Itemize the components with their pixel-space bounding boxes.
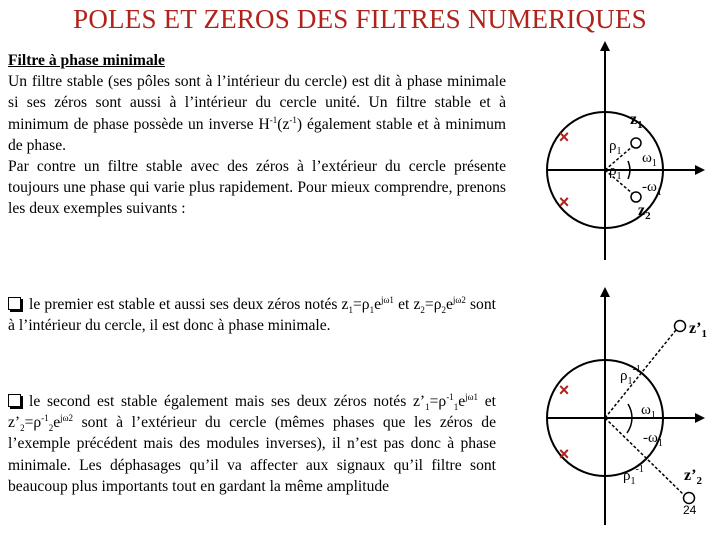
superscript: -1 — [289, 114, 297, 125]
label-rho: ρ — [609, 163, 617, 179]
text-fragment: et z — [393, 296, 421, 313]
text-line: Par contre un filtre stable avec des zéros à l’extérieur du cercle présente toujours une phase qui varie plus rapidement. Pour mieux comprendre, prenons les deux exemples suivants : — [8, 158, 506, 218]
svg-text:z’2 — [684, 467, 702, 487]
unit-circle-diagram-1 — [547, 46, 700, 260]
text-line: ) également stable et à minimum de phase. — [8, 115, 507, 154]
page-number: 24 — [683, 503, 697, 517]
label-z2-prime: z’ — [684, 467, 697, 484]
text-fragment: =ρ — [24, 414, 42, 432]
label-sup: -1 — [635, 464, 644, 475]
superscript: -1 — [269, 114, 278, 125]
slide-title: POLES ET ZEROS DES FILTRES NUMERIQUES — [73, 4, 647, 34]
svg-text:z’1 — [689, 320, 707, 340]
text-fragment: =ρ — [352, 296, 370, 313]
label-omega: ω — [641, 402, 651, 418]
angle-arc — [628, 161, 630, 170]
label-sub: 1 — [630, 476, 636, 487]
text-fragment: le premier est stable et aussi ses deux zéros notés z — [29, 296, 349, 313]
pole-marker: × — [558, 127, 570, 147]
pole-marker: × — [558, 380, 570, 400]
label-sub: 1 — [651, 158, 657, 169]
svg-text:-ω1 — [643, 430, 663, 449]
label-z1-prime: z’ — [689, 320, 702, 337]
zero-marker — [684, 493, 695, 504]
svg-text:ω1 — [642, 150, 657, 169]
svg-text:z1 — [630, 111, 643, 131]
angle-arc — [628, 170, 630, 179]
subscript: 2 — [420, 305, 425, 316]
text-fragment: le second est stable également mais ses deux zéros notés z’ — [29, 393, 426, 410]
text-line: (z — [277, 115, 290, 133]
svg-text:ρ1 — [609, 163, 622, 182]
superscript: jω2 — [60, 413, 74, 424]
superscript: jω1 — [380, 294, 394, 305]
superscript: jω1 — [465, 391, 479, 402]
section-heading: Filtre à phase minimale — [8, 52, 165, 69]
subscript: 1 — [369, 305, 375, 316]
label-z1: z — [630, 111, 638, 128]
subscript: 1 — [425, 402, 430, 413]
text-fragment: e — [53, 414, 61, 432]
label-sub: 2 — [696, 475, 702, 487]
subscript: 1 — [348, 305, 353, 316]
label-rho: ρ — [609, 138, 617, 154]
text-fragment: e — [374, 296, 381, 313]
text-fragment: e — [445, 296, 453, 313]
label-omega: -ω — [643, 430, 658, 446]
angle-arc — [627, 418, 632, 433]
label-sub: 1 — [657, 438, 663, 449]
text-fragment: e — [458, 393, 466, 410]
zero-marker — [631, 192, 641, 202]
subscript: 2 — [48, 423, 54, 434]
subscript: 2 — [20, 423, 25, 434]
label-sub: 2 — [645, 210, 651, 222]
label-sub: 1 — [650, 410, 656, 421]
label-sub: 1 — [656, 187, 662, 198]
svg-text:ρ1 — [609, 138, 622, 157]
label-sub: 1 — [616, 171, 622, 182]
text-line: Un filtre stable (ses pôles sont à l’intérieur du cercle) est dit à phase minimale si ses zéros sont aussi à l’intérieur du cercle unité. Un filtre stable et à minimum de phase possède un inverse H — [8, 73, 506, 133]
text-fragment: et z’ — [8, 393, 497, 432]
svg-text:-ω1 — [642, 179, 662, 198]
label-omega: ω — [642, 150, 652, 166]
text-fragment: sont à l’extérieur du cercle (mêmes phases que les zéros de l’exemple précédent mais des modules inverses), il n’est pas donc à phase minimale. Les déphasages qu’il va affecter aux signaux qu’il filtre sont beaucoup plus importants tout en gardant la même amplitude — [8, 414, 496, 495]
text-fragment: =ρ — [424, 296, 442, 313]
subscript: 2 — [441, 305, 446, 316]
label-sub: 1 — [627, 376, 633, 387]
label-omega: -ω — [642, 179, 657, 195]
svg-text:z2 — [638, 202, 651, 222]
label-z2: z — [638, 202, 646, 219]
subscript: 1 — [453, 402, 459, 413]
label-sub: 1 — [616, 146, 622, 157]
label-rho: ρ — [623, 468, 631, 484]
label-sub: 1 — [637, 119, 643, 131]
label-rho: ρ — [620, 368, 628, 384]
label-sub: 1 — [701, 328, 707, 340]
superscript: -1 — [41, 413, 49, 424]
unit-circle-diagram-2 — [547, 292, 707, 525]
pole-marker: × — [558, 444, 570, 464]
text-fragment: sont à l’intérieur du cercle, il est donc à phase minimale. — [8, 296, 496, 335]
superscript: -1 — [446, 391, 454, 402]
pole-marker: × — [558, 192, 570, 212]
text-fragment: =ρ — [429, 393, 447, 410]
svg-text:ρ1-1 — [620, 364, 641, 387]
angle-arc — [628, 404, 632, 418]
zero-marker — [631, 138, 641, 148]
label-sup: -1 — [632, 364, 641, 375]
superscript: jω2 — [452, 294, 466, 305]
zero-marker — [675, 321, 686, 332]
